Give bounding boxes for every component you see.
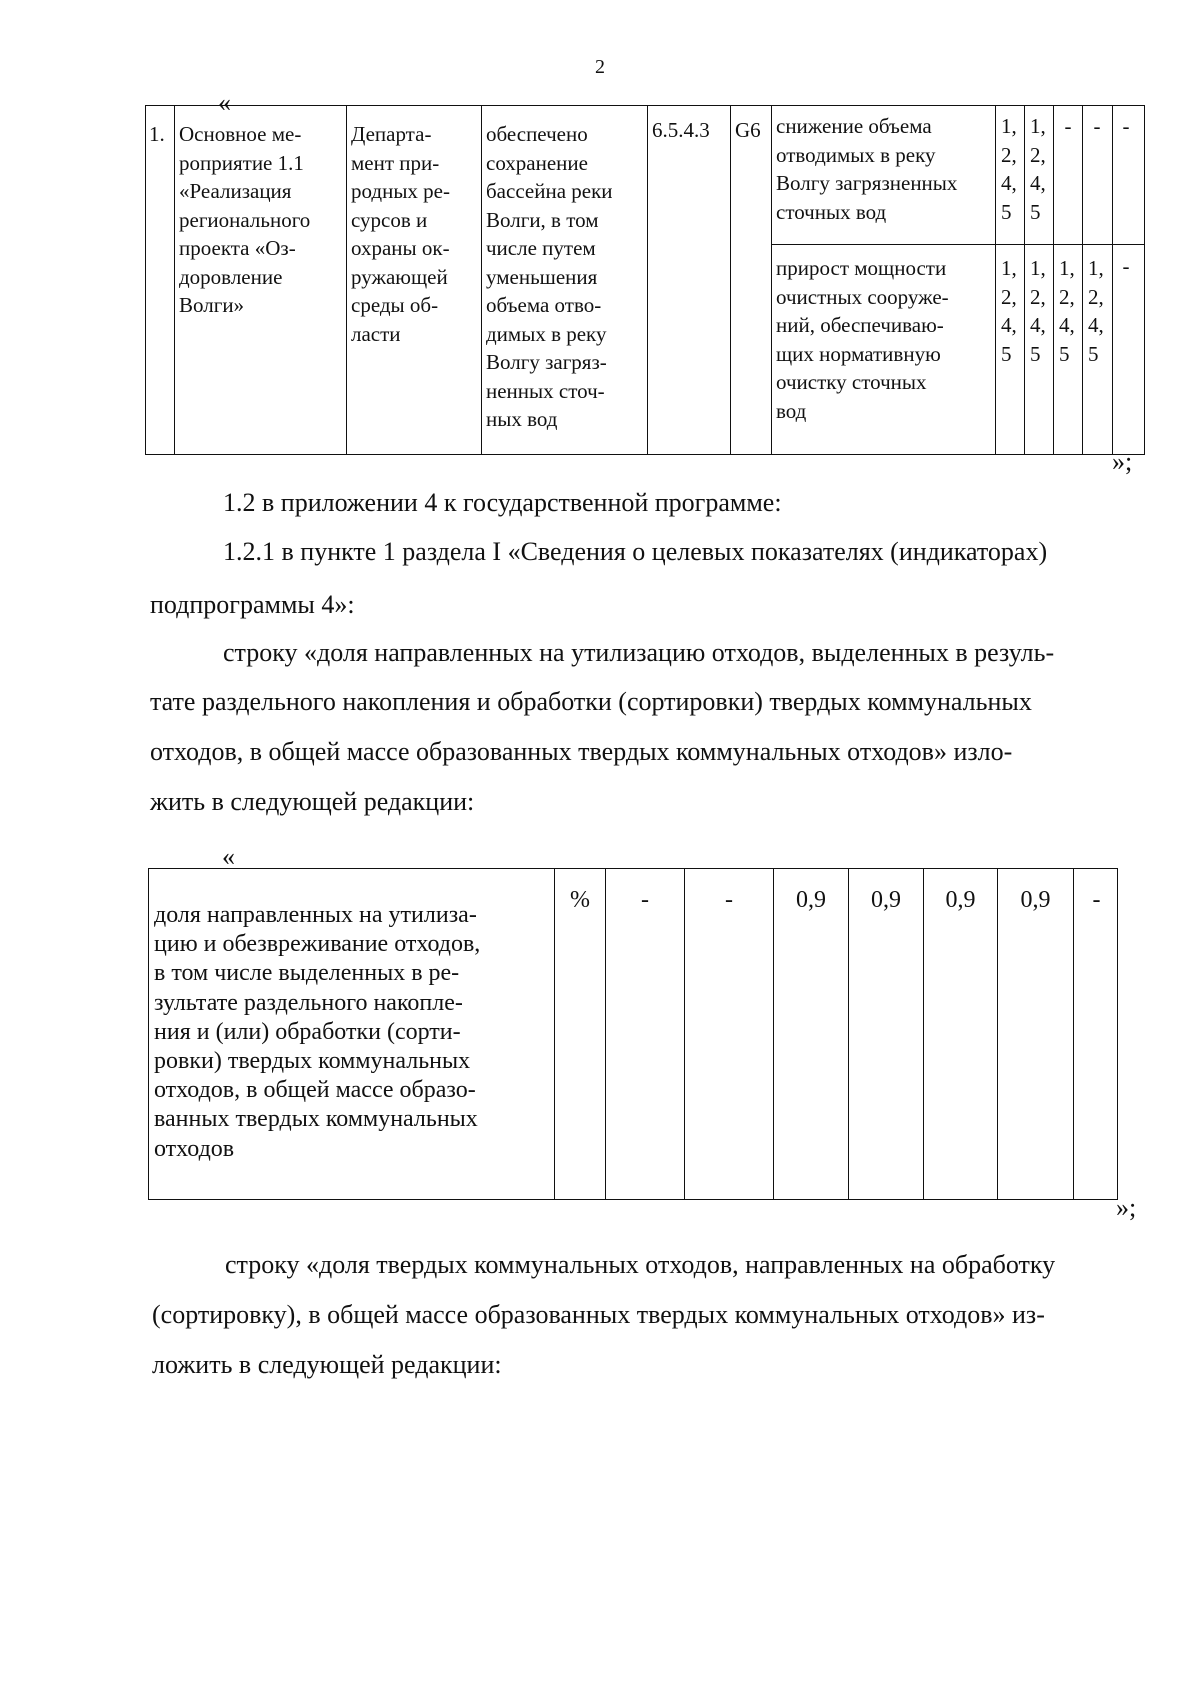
table-indicator-utilization (148, 868, 1118, 1200)
responsible-department: Департа- мент при- родных ре- сурсов и охраны ок- ружающей среды об- ласти (351, 122, 450, 346)
paragraph-row-utilization-2: тате раздельного накопления и обработки (сортировки) твердых коммунальных (150, 687, 1032, 716)
open-quote-1: « (218, 88, 231, 117)
indicator-2-col-4: 1, 2, 4, 5 (1088, 256, 1104, 366)
indicator-2-col-5: - (1122, 254, 1130, 278)
paragraph-row-utilization-4: жить в следующей редакции: (150, 787, 475, 816)
value-cell-5: 0,9 (945, 887, 976, 913)
paragraph-row-processing-2: (сортировку), в общей массе образованных твердых коммунальных отходов» из- (152, 1300, 1045, 1329)
value-cell-4: 0,9 (871, 887, 901, 913)
value-cell-2: - (725, 887, 733, 913)
indicator-1-col-1: 1, 2, 4, 5 (1001, 114, 1017, 224)
indicator-2-col-2: 1, 2, 4, 5 (1030, 256, 1046, 366)
row-number: 1. (149, 122, 165, 146)
paragraph-1-2-1-cont: подпрограммы 4»: (150, 590, 355, 619)
close-quote-2: »; (1116, 1193, 1137, 1222)
code-cell: 6.5.4.3 (652, 118, 710, 142)
paragraph-1-2-1: 1.2.1 в пункте 1 раздела I «Сведения о целевых показателях (индикаторах) (223, 537, 1048, 566)
expected-result: обеспечено сохранение бассейна реки Волги, в том числе путем уменьшения объема отво- димых в реку Волгу загряз- ненных сточ- ных вод (486, 122, 613, 431)
indicator-2-col-1: 1, 2, 4, 5 (1001, 256, 1017, 366)
g-code-cell: G6 (735, 118, 761, 142)
indicator-1-col-5: - (1122, 114, 1130, 138)
page-number: 2 (595, 56, 605, 78)
unit-cell: % (570, 887, 590, 913)
paragraph-row-processing-3: ложить в следующей редакции: (152, 1350, 502, 1379)
value-cell-3: 0,9 (796, 887, 826, 913)
indicator-1: снижение объема отводимых в реку Волгу загрязненных сточных вод (776, 114, 958, 224)
indicator-1-col-4: - (1093, 114, 1101, 138)
close-quote-1: »; (1112, 447, 1133, 476)
table-program-events (145, 105, 1145, 455)
indicator-1-col-3: - (1064, 114, 1072, 138)
value-cell-1: - (641, 887, 649, 913)
paragraph-1-2: 1.2 в приложении 4 к государственной программе: (223, 488, 782, 517)
indicator-name: доля направленных на утилиза- цию и обезвреживание отходов, в том числе выделенных в ре- зультате раздельного накопле- ния и (или) обработки (сорти- ровки) твердых коммунальных отходов, в общей массе образо- ванных твердых коммунальных отходов (154, 902, 481, 1162)
value-cell-6: 0,9 (1020, 887, 1051, 913)
paragraph-row-utilization-1: строку «доля направленных на утилизацию отходов, выделенных в резуль- (223, 638, 1055, 667)
value-cell-7: - (1092, 887, 1101, 913)
indicator-2: прирост мощности очистных сооруже- ний, обеспечиваю- щих нормативную очистку сточных вод (776, 256, 949, 423)
indicator-1-col-2: 1, 2, 4, 5 (1030, 114, 1046, 224)
event-name: Основное ме- роприятие 1.1 «Реализация регионального проекта «Оз- доровление Волги» (179, 122, 311, 317)
paragraph-row-utilization-3: отходов, в общей массе образованных твердых коммунальных отходов» изло- (150, 737, 1013, 766)
indicator-2-col-3: 1, 2, 4, 5 (1059, 256, 1075, 366)
paragraph-row-processing-1: строку «доля твердых коммунальных отходов, направленных на обработку (225, 1250, 1056, 1279)
open-quote-2: « (222, 842, 235, 871)
